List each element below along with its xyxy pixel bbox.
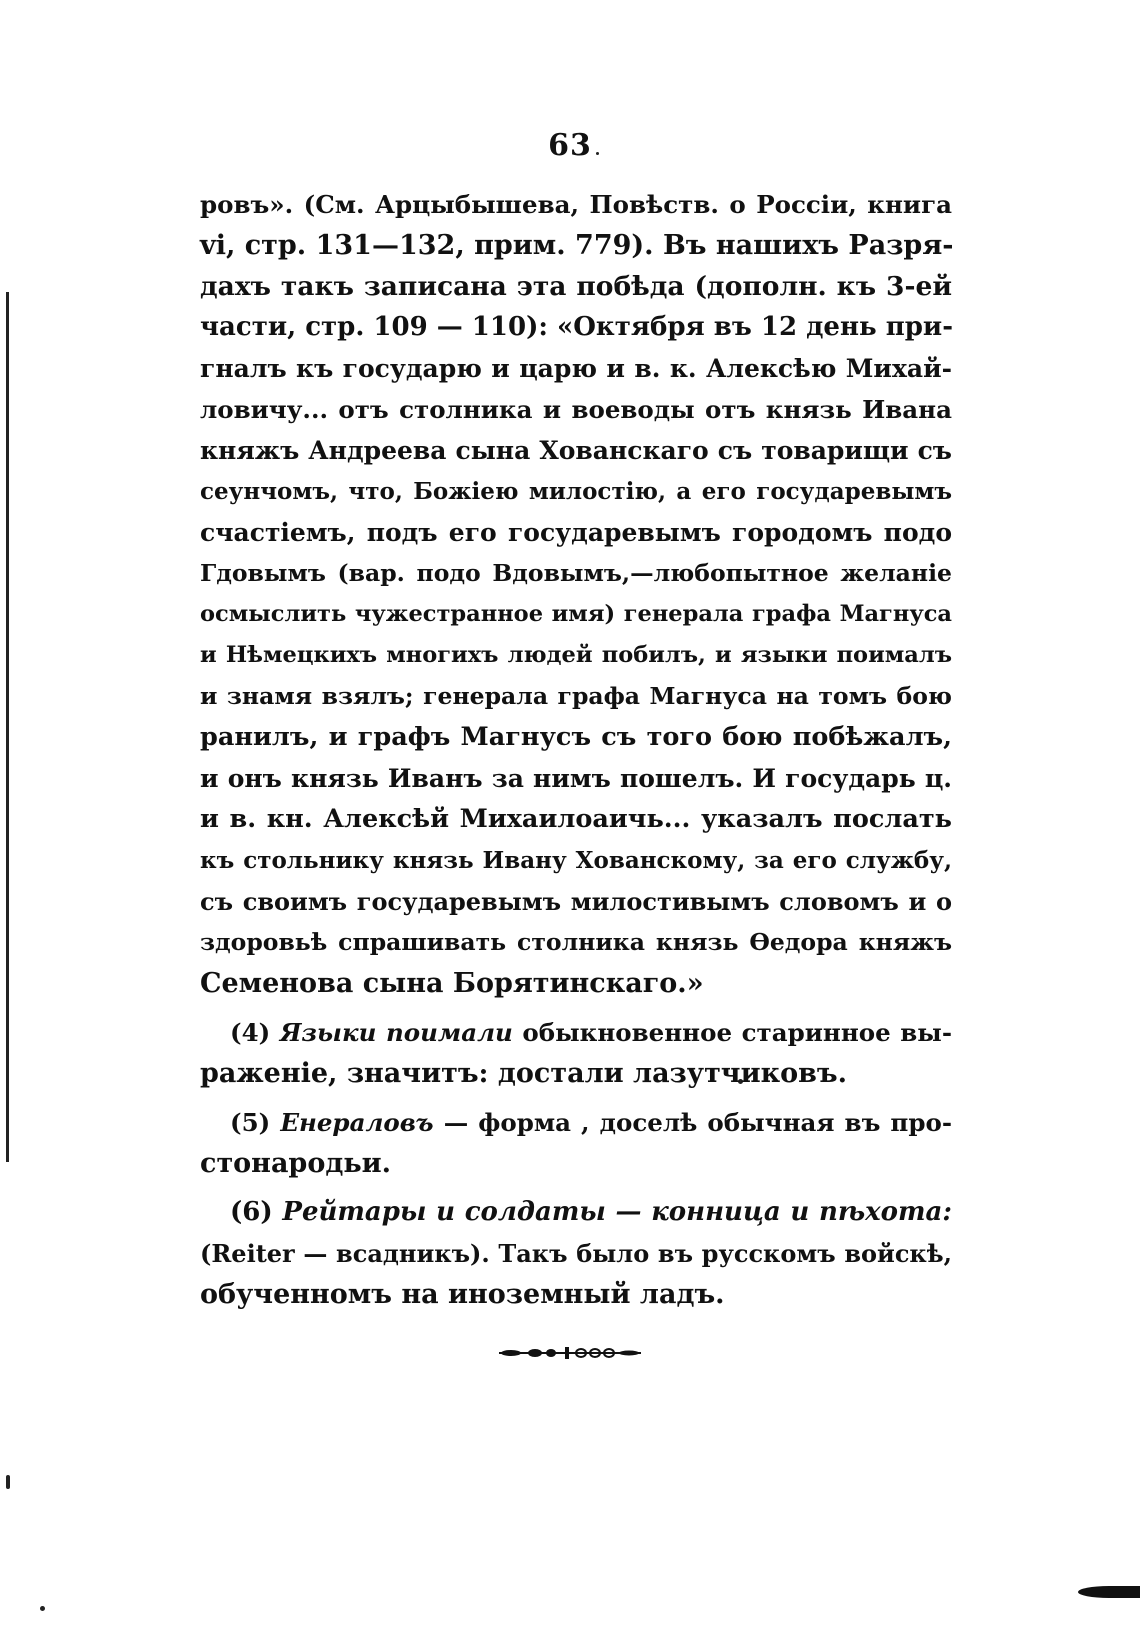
text-line: ранилъ, и графъ Магнусъ съ того бою побѣжалъ, — [200, 722, 952, 752]
text-line: ровъ». (См. Арцыбышева, Повѣств. о Россіи, книга — [200, 190, 952, 219]
footnote-4 — [200, 1012, 952, 1094]
text-line: Семенова сына Борятинскаго.» — [200, 968, 704, 999]
text-line: осмыслить чужестранное имя) генерала графа Магнуса — [200, 601, 952, 627]
text-line: здоровьѣ спрашивать столника князь Ѳедора княжъ — [200, 928, 952, 956]
text-line: и знамя взялъ; генерала графа Магнуса на томъ бою — [200, 682, 952, 710]
left-margin-scan-line — [6, 292, 9, 1162]
text-line: гналъ къ государю и царю и в. к. Алексѣю Михай- — [200, 354, 952, 383]
footnote-term: Енераловъ — [280, 1108, 434, 1137]
footnote-marker: (6) — [230, 1197, 273, 1227]
ornament-rule-icon — [495, 1345, 645, 1361]
text-line: и в. кн. Алексѣй Михаилоаичь... указалъ послать — [200, 804, 952, 834]
footnote-line: обученномъ на иноземный ладъ. — [200, 1279, 725, 1310]
footnote-text: — форма , доселѣ обычная въ про- — [443, 1108, 953, 1137]
text-line: къ стольнику князь Ивану Хованскому, за его службу, — [200, 847, 952, 874]
text-line: Гдовымъ (вар. подо Вдовымъ,—любопытное желаніе — [200, 559, 952, 587]
text-line: vi, стр. 131—132, прим. 779). Въ нашихъ Разря- — [200, 230, 954, 261]
footnote-marker: (4) — [230, 1018, 271, 1047]
footnote-line: (Reiter — всадникъ). Такъ было въ русскомъ войскѣ, — [200, 1239, 952, 1268]
text-line: счастіемъ, подъ его государевымъ городомъ подо — [200, 518, 952, 547]
text-line: и Нѣмецкихъ многихъ людей побилъ, и языки поималъ — [200, 642, 952, 668]
footnote-line: раженіе, значитъ: достали лазутчиковъ. — [200, 1058, 847, 1089]
page-number: 63 — [548, 128, 592, 163]
main-text-block — [200, 184, 952, 1315]
text-line: съ своимъ государевымъ милостивымъ словомъ и о — [200, 887, 952, 916]
footnote-text: обыкновенное старинное вы- — [522, 1018, 953, 1047]
footnote-6 — [200, 1192, 952, 1315]
end-ornament — [0, 1345, 1140, 1365]
footnote-line — [200, 1012, 952, 1053]
text-line: и онъ князь Иванъ за нимъ пошелъ. И государь ц. — [200, 764, 952, 793]
footnote-line — [200, 1102, 952, 1143]
text-line: сеунчомъ, что, Божіею милостію, а его государевымъ — [200, 478, 952, 505]
scan-speck — [40, 1606, 45, 1611]
right-edge-smudge — [1078, 1586, 1140, 1598]
footnote-line: стонародьи. — [200, 1148, 392, 1179]
footnote-term: Языки поимали — [279, 1018, 513, 1047]
scan-speck — [6, 1475, 10, 1489]
footnote-line — [200, 1192, 952, 1233]
text-line: части, стр. 109 — 110): «Октября въ 12 день при- — [200, 312, 953, 342]
text-line: дахъ такъ записана эта побѣда (дополн. къ 3-ей — [200, 271, 952, 302]
text-line: княжъ Андреева сына Хованскаго съ товарищи съ — [200, 436, 952, 465]
footnote-5 — [200, 1102, 952, 1184]
footnote-marker: (5) — [230, 1108, 271, 1137]
footnote-term: Рейтары и солдаты — конница и пѣхота: — [282, 1197, 952, 1227]
text-line: ловичу... отъ столника и воеводы отъ князь Ивана — [200, 395, 952, 424]
